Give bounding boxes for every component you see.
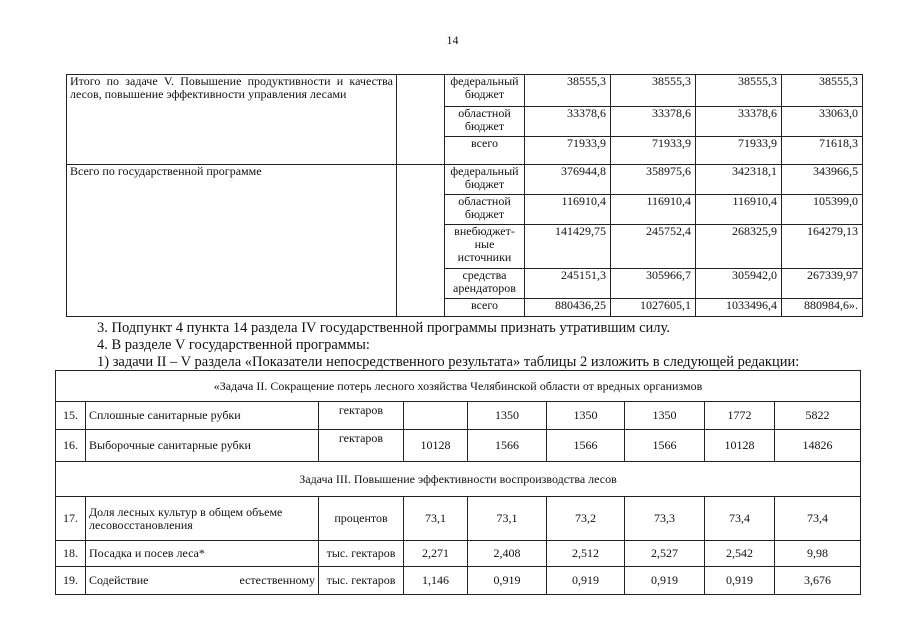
value-cell: 1566 <box>625 430 705 462</box>
funding-source: средства арендаторов <box>445 269 525 299</box>
value-cell: 3,676 <box>775 567 861 595</box>
table-row <box>56 430 861 462</box>
value-cell: 2,542 <box>705 541 775 567</box>
value-cell: 0,919 <box>625 567 705 595</box>
indicator-name-part: Содействие <box>89 573 149 587</box>
value-cell: 245151,3 <box>525 269 611 299</box>
funding-source: федеральный бюджет <box>445 165 525 195</box>
row-number: 18. <box>56 541 86 567</box>
value-cell: 1566 <box>468 430 547 462</box>
value-cell: 305942,0 <box>696 269 782 299</box>
unit-cell: тыс. гектаров <box>319 567 404 595</box>
table-row <box>56 402 861 430</box>
unit-cell: гектаров <box>319 402 404 430</box>
value-cell: 1772 <box>705 402 775 430</box>
value-cell: 268325,9 <box>696 225 782 269</box>
paragraph-3: 3. Подпункт 4 пункта 14 раздела IV государственной программы признать утратившим силу. <box>97 320 670 336</box>
unit-cell: процентов <box>319 497 404 541</box>
row-number: 15. <box>56 402 86 430</box>
row-number: 19. <box>56 567 86 595</box>
task-row <box>56 462 861 497</box>
value-cell: 880984,6». <box>782 299 863 317</box>
group-label: Итого по задаче V. Повышение продуктивности и качества лесов, повышение эффективности управления лесами <box>67 75 397 165</box>
value-cell: 33378,6 <box>525 107 611 137</box>
table-row <box>56 567 861 595</box>
task-2-heading: «Задача II. Сокращение потерь лесного хозяйства Челябинской области от вредных организмов <box>56 371 861 402</box>
indicator-name: Доля лесных культур в общем объеме лесовосстановления <box>86 497 319 541</box>
task-row <box>56 371 861 402</box>
value-cell: 267339,97 <box>782 269 863 299</box>
unit-cell: гектаров <box>319 430 404 462</box>
value-cell: 245752,4 <box>611 225 696 269</box>
value-cell: 38555,3 <box>782 75 863 107</box>
value-cell: 116910,4 <box>611 195 696 225</box>
financing-table <box>66 74 863 317</box>
value-cell: 305966,7 <box>611 269 696 299</box>
value-cell: 14826 <box>775 430 861 462</box>
value-cell: 1350 <box>547 402 625 430</box>
value-cell: 33378,6 <box>611 107 696 137</box>
value-cell: 0,919 <box>547 567 625 595</box>
funding-source: внебюджет-ные источники <box>445 225 525 269</box>
value-cell: 33378,6 <box>696 107 782 137</box>
funding-source: всего <box>445 299 525 317</box>
indicator-name: Сплошные санитарные рубки <box>86 402 319 430</box>
funding-source: областной бюджет <box>445 107 525 137</box>
value-cell: 9,98 <box>775 541 861 567</box>
row-number: 16. <box>56 430 86 462</box>
row-number: 17. <box>56 497 86 541</box>
value-cell: 38555,3 <box>611 75 696 107</box>
value-cell: 71933,9 <box>611 137 696 165</box>
value-cell <box>404 402 468 430</box>
indicator-name: Выборочные санитарные рубки <box>86 430 319 462</box>
value-cell: 2,408 <box>468 541 547 567</box>
indicator-name <box>86 567 319 595</box>
value-cell: 0,919 <box>468 567 547 595</box>
value-cell: 73,1 <box>404 497 468 541</box>
indicator-name-part: естественному <box>239 573 315 587</box>
value-cell: 2,271 <box>404 541 468 567</box>
value-cell: 73,4 <box>775 497 861 541</box>
value-cell: 0,919 <box>705 567 775 595</box>
paragraph-4-1: 1) задачи II – V раздела «Показатели непосредственного результата» таблицы 2 изложить в следующей редакции: <box>97 354 800 370</box>
indicators-table <box>55 370 861 595</box>
funding-source: федеральный бюджет <box>445 75 525 107</box>
value-cell: 1350 <box>625 402 705 430</box>
paragraph-4: 4. В разделе V государственной программы: <box>97 337 370 353</box>
table-row <box>56 497 861 541</box>
value-cell: 73,3 <box>625 497 705 541</box>
value-cell: 105399,0 <box>782 195 863 225</box>
value-cell: 141429,75 <box>525 225 611 269</box>
value-cell: 5822 <box>775 402 861 430</box>
value-cell: 342318,1 <box>696 165 782 195</box>
value-cell: 71618,3 <box>782 137 863 165</box>
group-label: Всего по государственной программе <box>67 165 397 317</box>
value-cell: 116910,4 <box>696 195 782 225</box>
page-number: 14 <box>446 33 459 47</box>
value-cell: 73,4 <box>705 497 775 541</box>
value-cell: 71933,9 <box>696 137 782 165</box>
table-row <box>67 75 863 107</box>
value-cell: 358975,6 <box>611 165 696 195</box>
value-cell: 164279,13 <box>782 225 863 269</box>
value-cell: 1566 <box>547 430 625 462</box>
value-cell: 1033496,4 <box>696 299 782 317</box>
value-cell: 2,512 <box>547 541 625 567</box>
task-3-heading: Задача III. Повышение эффективности воспроизводства лесов <box>56 462 861 497</box>
empty-cell <box>397 75 445 165</box>
table-row <box>56 541 861 567</box>
value-cell: 343966,5 <box>782 165 863 195</box>
value-cell: 10128 <box>404 430 468 462</box>
value-cell: 2,527 <box>625 541 705 567</box>
value-cell: 376944,8 <box>525 165 611 195</box>
value-cell: 1350 <box>468 402 547 430</box>
empty-cell <box>397 165 445 317</box>
indicator-name: Посадка и посев леса* <box>86 541 319 567</box>
table-row <box>67 165 863 195</box>
funding-source: всего <box>445 137 525 165</box>
value-cell: 116910,4 <box>525 195 611 225</box>
value-cell: 880436,25 <box>525 299 611 317</box>
value-cell: 73,2 <box>547 497 625 541</box>
unit-cell: тыс. гектаров <box>319 541 404 567</box>
value-cell: 1,146 <box>404 567 468 595</box>
value-cell: 10128 <box>705 430 775 462</box>
value-cell: 38555,3 <box>525 75 611 107</box>
value-cell: 33063,0 <box>782 107 863 137</box>
funding-source: областной бюджет <box>445 195 525 225</box>
value-cell: 1027605,1 <box>611 299 696 317</box>
value-cell: 38555,3 <box>696 75 782 107</box>
value-cell: 71933,9 <box>525 137 611 165</box>
value-cell: 73,1 <box>468 497 547 541</box>
